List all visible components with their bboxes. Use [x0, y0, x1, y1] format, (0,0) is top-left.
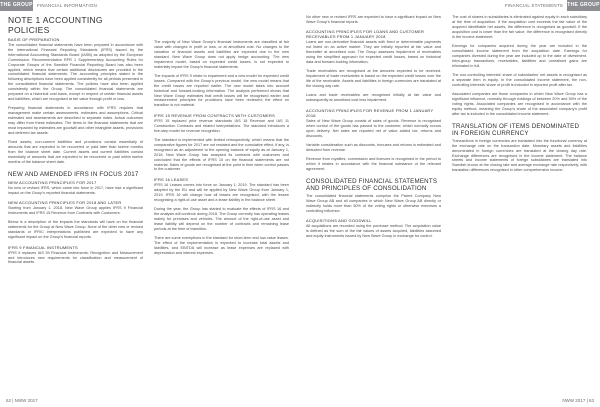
heading-consolidation: CONSOLIDATED FINANCIAL STATEMENTS AND PRINCIPLES OF CONSOLIDATION: [306, 177, 438, 192]
column-4: [452, 15, 587, 178]
paragraph: The standard is implemented with limited retrospectivity, which means that the comparative figures for 2017 are not restated and the cumulative effect, if any, is recognised as an adjustment to the opening balance of equity as at January 1, 2018. New Wave Group has analysed its contracts with customers and concluded that the effects of IFRS 15 on the financial statements are not material. Sales of goods are recognised at the point in time when control passes to the customer.: [154, 138, 289, 172]
page-number-right: NWW 2017 | 63: [562, 398, 594, 403]
paragraph: Loans and trade receivables are recognised initially at fair value and subsequently at amortised cost less impairment.: [306, 93, 441, 103]
heading-ifrs9: IFRS 9 FINANCIAL INSTRUMENTS: [8, 244, 78, 250]
heading-basis: BASIS OF PREPARATION: [8, 37, 60, 42]
page-number-left: 62 | NWW 2017: [6, 398, 38, 403]
paragraph: Variable consideration such as discounts, bonuses and returns is estimated and deducted from revenue.: [306, 142, 441, 152]
page-header: [0, 0, 600, 11]
heading-new-2018: NEW ACCOUNTING PRINCIPLES FOR 2018 AND LATER: [8, 200, 122, 206]
paragraph: The consolidated financial statements have been prepared in accordance with the International Financial Reporting Standards (IFRS) issued by the International Accounting Standards Board (IASB) as adopted by the European Commission. Recommendation RFR 1 Supplementary Accounting Rules for Corporate Groups of the Swedish Financial Reporting Board has also been applied, which means that certain additional disclosures are provided in the consolidated financial statements. The accounting principles stated in the following descriptions have been applied consistently for all periods presented in the consolidated financial statements. The policies have also been applied consistently within the Group. The consolidated financial statements are prepared on a historical cost basis, except in respect of certain financial assets and liabilities, which are recognised at fair value through profit or loss.: [8, 43, 143, 101]
paragraph: Fixed assets, non-current liabilities and provisions consist essentially of amounts that are expected to be recovered or paid later than twelve months from the balance sheet date. Current assets and current liabilities consist essentially of amounts that are expected to be recovered or paid within twelve months of the balance sheet date.: [8, 140, 143, 164]
paragraph: IFRS 16 Leases comes into force on January 1, 2019. The standard has been adopted by the EU and will be applied by New Wave Group from January 1, 2019. IFRS 16 will change how all leases are recognised, with the lessee recognising a right-of-use asset and a lease liability in the balance sheet.: [154, 182, 289, 202]
paragraph: Below is a description of the impacts the standards will have on the financial statements for the Group at New Wave Group. None of the other new or revised standards or IFRIC interpretations published are expected to have any significant impact on the Group's financial reports.: [8, 220, 143, 240]
paragraph: Transactions in foreign currencies are translated into the functional currency at the exchange rate on the transaction date. Monetary assets and liabilities denominated in foreign currencies are translated at the closing day rate. Exchange differences are recognised in the income statement. The balance sheets and income statements of foreign subsidiaries are translated into Swedish kronor at the closing rate and average exchange rate respectively, with translation differences recognised in other comprehensive income.: [452, 138, 587, 173]
page-title: NOTE 1 ACCOUNTING POLICIES: [8, 15, 103, 35]
paragraph: During the year, the Group has started to evaluate the effects of IFRS 16 and the analysis will continue during 2018. The Group currently has operating leases mainly for premises and vehicles. The amount of the right-of-use asset and lease liability will depend on the number of contracts and remaining lease periods at the time of transition.: [154, 206, 289, 231]
paragraph: The cost of shares in subsidiaries is eliminated against equity in each subsidiary at the time of acquisition. If the acquisition cost exceeds the fair value of the acquired identifiable net assets, the difference is recognised as goodwill. If the acquisition cost is lower than the fair value, the difference is recognised directly in the income statement.: [452, 15, 587, 39]
header-tab-left: THE GROUP: [0, 0, 33, 11]
paragraph: Associated companies are those companies in which New Wave Group has a significant influence, normally through holdings of between 20% and 50% of the voting rights. Associated companies are recognised in accordance with the equity method, meaning the Group's share of the associated company's profit after tax is included in the consolidated income statement.: [452, 92, 587, 116]
paragraph: Revenue from royalties, commission and licences is recognised in the period to which it relates in accordance with the financial substance of the relevant agreement.: [306, 157, 441, 172]
paragraph: The majority of New Wave Group's financial instruments are classified at fair value with changes in profit or loss, or at amortised cost. No changes to the valuation of financial assets and liabilities are expected due to the new standard. New Wave Group does not apply hedge accounting. The new impairment model, based on expected credit losses, is not expected to materially impact the Group's financial statements.: [154, 40, 289, 69]
paragraph: Loans are non-derivative financial assets with fixed or determinable payments not listed on an active market. They are initially reported at fair value and thereafter at amortised cost. The Group assesses impairment of receivables using the simplified approach for expected credit losses, based on historical data and forward-looking information.: [306, 40, 441, 64]
heading-revenue: ACCOUNTING PRINCIPLES FOR REVENUE FROM 1 JANUARY 2018: [306, 107, 434, 118]
column-1: [8, 15, 143, 270]
paragraph: Earnings for companies acquired during the year are included in the consolidated income statement from the acquisition date. Earnings for companies divested during the year are included up to the date of divestment. Intra-group transactions, receivables, liabilities and unrealised gains are eliminated in full.: [452, 44, 587, 68]
header-tab-right: THE GROUP: [567, 0, 600, 11]
heading-new-ifrs: NEW AND AMENDED IFRS IN FOCUS 2017: [8, 170, 139, 178]
heading-new-2017: NEW ACCOUNTING PRINCIPLES FOR 2017: [8, 179, 97, 185]
paragraph: The impacts of IFRS 9 relate to impairment and a new model for expected credit losses. Compared with the Group's previous model, the new model means that the credit losses are reported earlier. The new model takes into account historical and forward-looking information. The analysis performed shows that New Wave Group estimates that credit losses will be recognised earlier and measurement principles for provisions have been reviewed; the effect on transition is not material.: [154, 73, 289, 108]
paragraph: Trade receivables are recognised at the amounts expected to be received. Impairment of trade receivables is based on the expected credit losses over the life of the receivable. Assets and liabilities in foreign currencies are translated at the closing day rate.: [306, 69, 441, 89]
page-footer: [0, 395, 600, 407]
paragraph: IFRS 15 replaced prior revenue standards IAS 18 Revenue and IAS 11 Construction Contracts and related interpretations. The standard introduces a five-step model for revenue recognition.: [154, 118, 289, 133]
heading-foreign-currency: TRANSLATION OF ITEMS DENOMINATED IN FOREIGN CURRENCY: [452, 122, 580, 137]
column-2: [154, 40, 289, 260]
paragraph: No new or revised IFRS, which came into force in 2017, have had a significant impact on the Group's reported financial statements.: [8, 185, 143, 195]
paragraph: All acquisitions are recorded using the purchase method. The acquisition value is defined as the sum of the fair values of assets acquired, liabilities assumed and equity instruments issued by New Wave Group in exchange for control.: [306, 224, 441, 238]
heading-ifrs16: IFRS 16 LEASES: [154, 176, 189, 182]
paragraph: Sales of New Wave Group consist of sales of goods. Revenue is recognised when control of the goods has passed to the customer, which normally occurs upon delivery. Net sales are reported net of value added tax, returns and discounts.: [306, 118, 441, 138]
paragraph: The non-controlling interests' share of subsidiaries' net assets is recognised as a separate item in equity. In the consolidated income statement, the non-controlling interests' share of profit is included in reported profit after tax.: [452, 73, 587, 87]
paragraph: IFRS 9 replaces IAS 39 Financial Instruments: Recognition and Measurement and introduces new requirements for classification and measurement of financial assets.: [8, 250, 143, 265]
paragraph: No other new or revised IFRS are expected to have a significant impact on New Wave Group's financial reports.: [306, 15, 441, 24]
paragraph: Starting from January 1, 2018, New Wave Group applies IFRS 9 Financial Instruments and IFRS 15 Revenue from Contracts with Customers.: [8, 206, 143, 216]
header-section-right: FINANCIAL STATEMENTS: [504, 3, 563, 8]
header-section-left: FINANCIAL INFORMATION: [37, 3, 97, 8]
paragraph: Preparing financial statements in accordance with IFRS requires that management make certain assessments, estimates and assumptions. Critical estimates and assessments are described in separate notes. Actual outcomes may differ from these estimates. The items in the financial statements that are most impacted by estimates are goodwill and other intangible assets, provisions and deferred tax assets.: [8, 106, 143, 135]
heading-loans: ACCOUNTING PRINCIPLES FOR LOANS AND CUSTOMER RECEIVABLES FROM 1 JANUARY 2018: [306, 29, 425, 40]
paragraph: There are some exemptions in the standard for short-term and low-value leases. The effect of the implementation is expected to increase total assets and liabilities, and EBITDA will increase as lease expenses are replaced with depreciation and interest expenses.: [154, 236, 289, 255]
column-3: [306, 15, 441, 243]
heading-acquisitions: ACQUISITIONS AND GOODWILL: [306, 218, 372, 224]
heading-ifrs15: IFRS 15 REVENUE FROM CONTRACTS WITH CUSTOMERS: [154, 112, 275, 118]
paragraph: The consolidated financial statements comprise the Parent Company New Wave Group AB and all companies in which New Wave Group AB directly or indirectly holds more than 50% of the voting rights or otherwise exercises a controlling influence.: [306, 193, 441, 213]
